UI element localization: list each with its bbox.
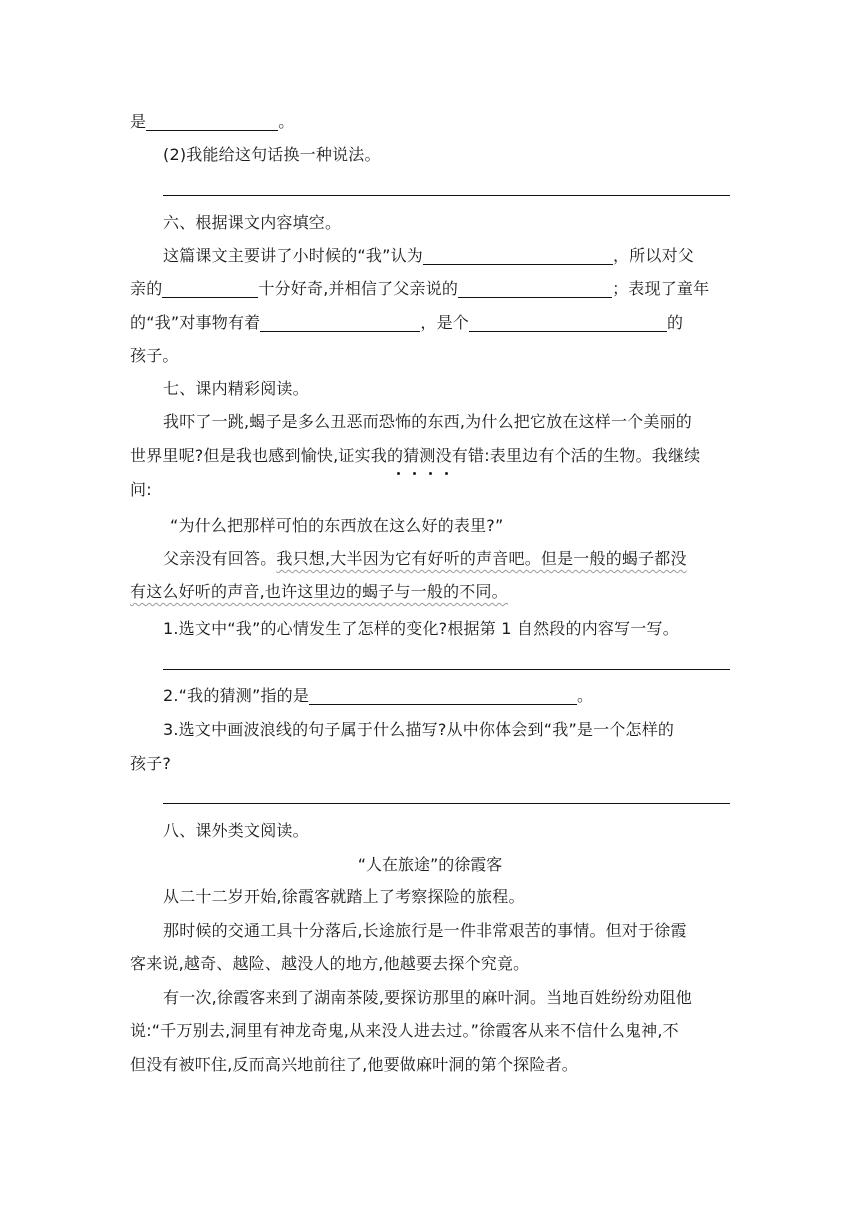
wavy-sentence-1: 我只想,大半因为它有好听的声音吧。但是一般的蝎子都没 xyxy=(276,549,687,568)
sec6-blank-1[interactable] xyxy=(423,246,613,265)
sec8-p3-line1: 有一次,徐霞客来到了湖南茶陵,要探访那里的麻叶洞。当地百姓纷纷劝阻他 xyxy=(163,988,692,1007)
sec7-q3-line1: 3.选文中画波浪线的句子属于什么描写?从中你体会到“我”是一个怎样的 xyxy=(163,720,675,739)
sec6-l2-text-b: 十分好奇,并相信了父亲说的 xyxy=(258,279,459,298)
sec7-p3-l1-text: 父亲没有回答。 xyxy=(163,549,277,568)
emphasis-dot xyxy=(445,472,448,475)
sec7-q2-text: 2.“我的猜测”指的是 xyxy=(163,686,310,705)
sec8-heading: 八、课外类文阅读。 xyxy=(163,821,309,840)
sec6-l3-text-b: ，是个 xyxy=(420,313,469,332)
sec7-q1: 1.选文中“我”的心情发生了怎样的变化?根据第 1 自然段的内容写一写。 xyxy=(163,619,679,638)
sec8-p3-line2: 说:“千万别去,洞里有神龙奇鬼,从来没人进去过。”徐霞客从来不信什么鬼神,不 xyxy=(130,1021,679,1040)
sec7-p3-line1 xyxy=(163,547,730,571)
sec8-p1: 从二十二岁开始,徐霞客就踏上了考察探险的旅程。 xyxy=(163,887,525,906)
sec6-l1-text-a: 这篇课文主要讲了小时候的“我”认为 xyxy=(163,246,423,265)
sec6-l2-text-a: 亲的 xyxy=(130,279,163,298)
sec6-blank-4[interactable] xyxy=(260,313,420,332)
sec7-q3-line2: 孩子? xyxy=(130,754,172,773)
passage-title: “人在旅途”的徐霞客 xyxy=(357,855,503,874)
sec7-q1-answer-rule[interactable] xyxy=(163,669,730,670)
sec7-p1-line1: 我吓了一跳,蝎子是多么丑恶而恐怖的东西,为什么把它放在这样一个美丽的 xyxy=(163,412,692,431)
sec6-l3-text-a: 的“我”对事物有着 xyxy=(130,313,261,332)
sec8-p3-line3: 但没有被吓住,反而高兴地前往了,他要做麻叶洞的第个探险者。 xyxy=(130,1055,578,1074)
emphasis-dot xyxy=(429,472,432,475)
dotted-phrase-my-guess: 我的猜测 xyxy=(370,446,436,465)
sec7-p1-l2-text-a: 世界里呢?但是我也感到愉快,证实 xyxy=(130,446,371,465)
sec6-l3-text-c: 的 xyxy=(667,313,684,332)
sec7-p1-line2 xyxy=(130,444,730,468)
wavy-sentence-2: 有这么好听的声音,也许这里边的蝎子与一般的不同。 xyxy=(130,582,508,601)
sec7-heading: 七、课内精彩阅读。 xyxy=(163,379,309,398)
sec6-blank-3[interactable] xyxy=(458,279,612,298)
sec6-line4: 孩子。 xyxy=(130,346,179,365)
q5-item2: (2)我能给这句话换一种说法。 xyxy=(163,145,381,164)
sec6-heading: 六、根据课文内容填空。 xyxy=(163,213,342,232)
emphasis-dot xyxy=(413,472,416,475)
sec6-l1-text-b: ，所以对父 xyxy=(612,246,694,265)
q5-prefix: 是 xyxy=(130,112,147,131)
q5-item2-answer-rule[interactable] xyxy=(163,195,730,196)
sec6-line3 xyxy=(130,311,730,335)
sec7-q2 xyxy=(163,684,730,708)
sec8-p2-line2: 客来说,越奇、越险、越没人的地方,他越要去探个究竟。 xyxy=(130,954,530,973)
sec6-line2 xyxy=(130,277,730,301)
sec7-q2-suffix: 。 xyxy=(577,686,594,705)
sec6-blank-5[interactable] xyxy=(469,313,667,332)
q5-suffix: 。 xyxy=(278,112,295,131)
sec7-p3-line2 xyxy=(130,580,730,604)
sec6-line1 xyxy=(163,244,730,268)
sec7-q2-blank[interactable] xyxy=(309,686,577,705)
sec7-p1-line3: 问: xyxy=(130,480,152,499)
sec8-p2-line1: 那时候的交通工具十分落后,长途旅行是一件非常艰苦的事情。但对于徐霞 xyxy=(163,921,687,940)
q5-blank[interactable] xyxy=(146,112,278,131)
emphasis-dot xyxy=(397,472,400,475)
sec7-q3-answer-rule[interactable] xyxy=(163,803,730,804)
q5-answer-line xyxy=(130,110,730,134)
sec6-blank-2[interactable] xyxy=(162,279,258,298)
sec7-p1-l2-text-b: 没有错:表里边有个活的生物。我继续 xyxy=(435,446,701,465)
sec7-p2: “为什么把那样可怕的东西放在这么好的表里?” xyxy=(170,516,504,535)
sec6-l2-text-c: ；表现了童年 xyxy=(612,279,710,298)
